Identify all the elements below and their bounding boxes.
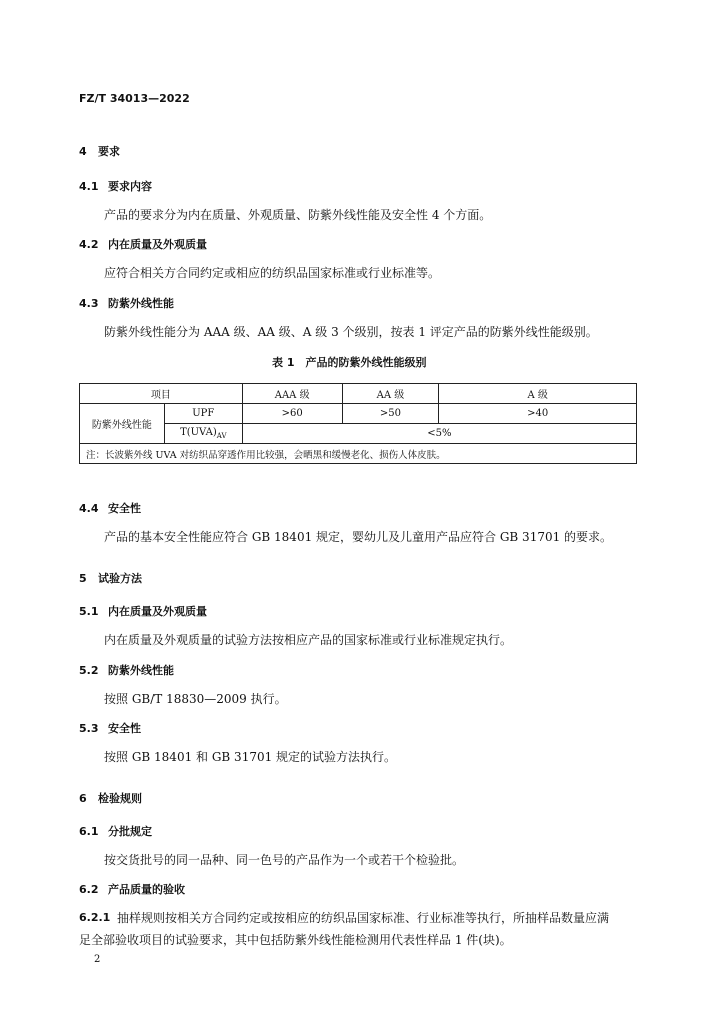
section-5-1-text: 内在质量及外观质量的试验方法按相应产品的国家标准或行业标准规定执行。 xyxy=(104,633,513,647)
table-row-upf xyxy=(80,404,637,424)
section-5-number: 5 xyxy=(79,572,87,585)
uv-protection-grade-table xyxy=(79,383,637,464)
section-6-2-title: 产品质量的验收 xyxy=(108,883,185,896)
section-6-2-1-text-line-2: 足全部验收项目的试验要求，其中包括防紫外线性能检测用代表性样品 1 件(块)。 xyxy=(79,933,512,947)
section-4-4-title: 安全性 xyxy=(108,502,141,515)
section-5-title: 试验方法 xyxy=(98,572,142,585)
section-5-3-title: 安全性 xyxy=(108,722,141,735)
section-6-1-title: 分批规定 xyxy=(108,825,152,838)
section-4-title: 要求 xyxy=(98,145,120,158)
section-5-2-number: 5.2 xyxy=(79,664,99,677)
page-number: 2 xyxy=(94,954,101,965)
upf-label: UPF xyxy=(164,404,242,424)
section-4-4-number: 4.4 xyxy=(79,502,99,515)
section-4-1-text: 产品的要求分为内在质量、外观质量、防紫外线性能及安全性 4 个方面。 xyxy=(104,208,492,222)
section-6-1-number: 6.1 xyxy=(79,825,99,838)
section-4-1-number: 4.1 xyxy=(79,180,99,193)
upf-a-value: >40 xyxy=(439,404,637,424)
section-5-1-number: 5.1 xyxy=(79,605,99,618)
standard-code-header: FZ/T 34013—2022 xyxy=(79,92,190,105)
tuva-label-main: T(UVA) xyxy=(180,427,217,438)
table-note: 注：长波紫外线 UVA 对纺织品穿透作用比较强，会晒黑和缓慢老化、损伤人体皮肤。 xyxy=(80,444,637,464)
section-4-2-text: 应符合相关方合同约定或相应的纺织品国家标准或行业标准等。 xyxy=(104,266,441,280)
table-header-item: 项目 xyxy=(80,384,243,404)
section-4-1-title: 要求内容 xyxy=(108,180,152,193)
section-4-2-number: 4.2 xyxy=(79,238,99,251)
table-header-a: A 级 xyxy=(439,384,637,404)
section-4-number: 4 xyxy=(79,145,87,158)
section-5-3-number: 5.3 xyxy=(79,722,99,735)
table-note-row xyxy=(80,444,637,464)
section-5-3-text: 按照 GB 18401 和 GB 31701 规定的试验方法执行。 xyxy=(104,750,397,764)
row-group-label: 防紫外线性能 xyxy=(80,404,165,444)
upf-aaa-value: >60 xyxy=(242,404,342,424)
upf-aa-value: >50 xyxy=(342,404,439,424)
section-6-2-number: 6.2 xyxy=(79,883,99,896)
section-4-2-title: 内在质量及外观质量 xyxy=(108,238,207,251)
section-4-3-number: 4.3 xyxy=(79,297,99,310)
section-6-2-1-number: 6.2.1 xyxy=(79,911,111,924)
tuva-label-subscript: AV xyxy=(216,432,227,440)
section-6-title: 检验规则 xyxy=(98,792,142,805)
section-4-3-text: 防紫外线性能分为 AAA 级、AA 级、A 级 3 个级别，按表 1 评定产品的防紫外线性能级别。 xyxy=(104,325,598,339)
table-1-caption: 表 1 产品的防紫外线性能级别 xyxy=(272,356,427,369)
section-4-3-title: 防紫外线性能 xyxy=(108,297,174,310)
tuva-label xyxy=(164,424,242,444)
section-5-2-text: 按照 GB/T 18830—2009 执行。 xyxy=(104,692,287,706)
section-5-1-title: 内在质量及外观质量 xyxy=(108,605,207,618)
tuva-value: <5% xyxy=(242,424,636,444)
section-4-4-text: 产品的基本安全性能应符合 GB 18401 规定，婴幼儿及儿童用产品应符合 GB 31701 的要求。 xyxy=(104,530,613,544)
section-6-1-text: 按交货批号的同一品种、同一色号的产品作为一个或若干个检验批。 xyxy=(104,853,465,867)
table-header-aaa: AAA 级 xyxy=(242,384,342,404)
table-header-aa: AA 级 xyxy=(342,384,439,404)
table-header-row xyxy=(80,384,637,404)
section-6-2-1-text-line-1: 抽样规则按相关方合同约定或按相应的纺织品国家标准、行业标准等执行，所抽样品数量应满 xyxy=(117,911,610,925)
section-5-2-title: 防紫外线性能 xyxy=(108,664,174,677)
section-6-number: 6 xyxy=(79,792,87,805)
